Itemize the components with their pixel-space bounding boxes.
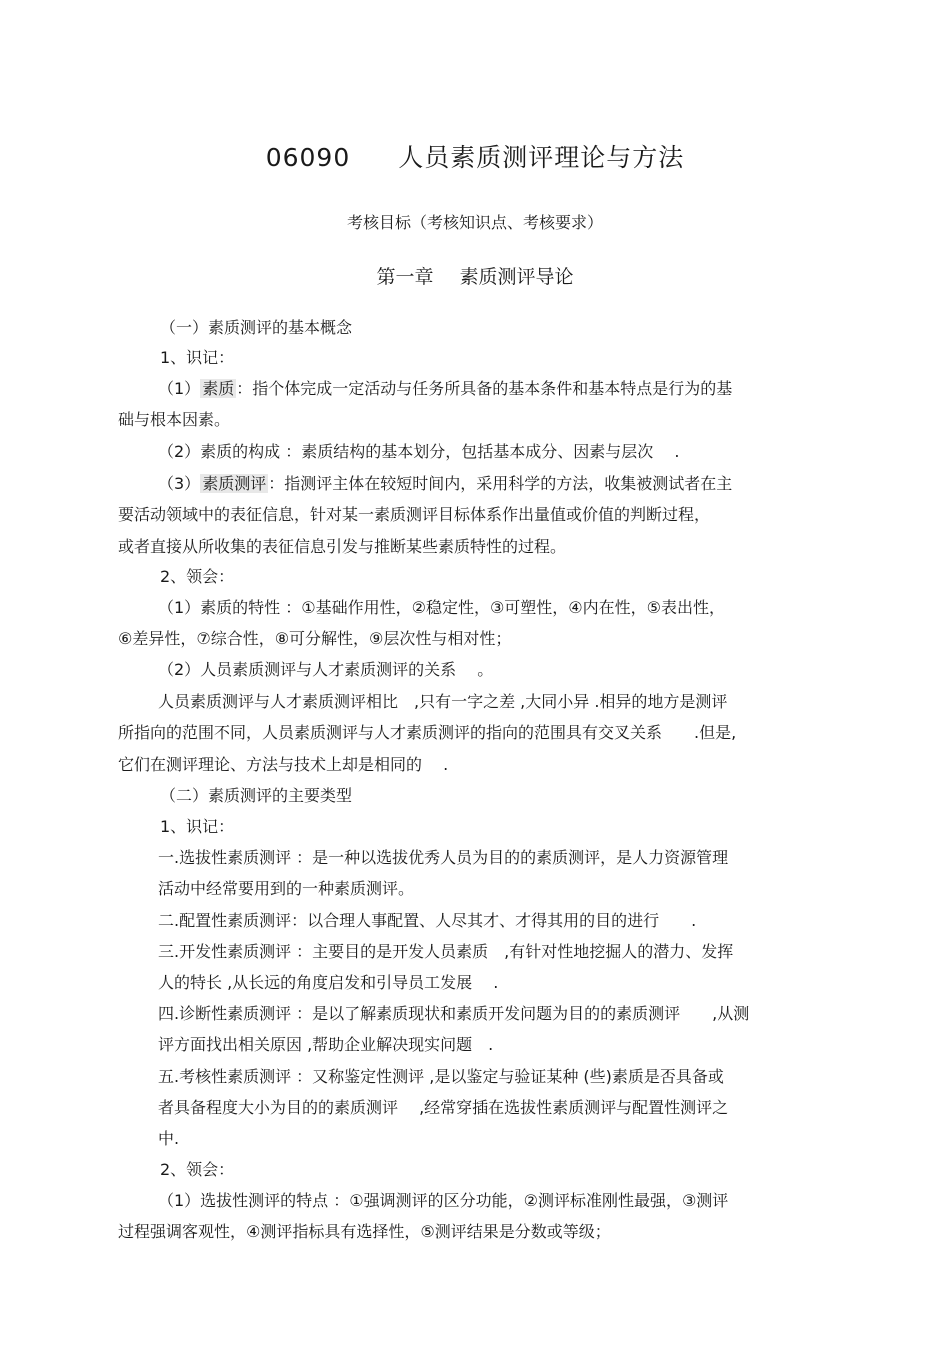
paragraph-line: ⑥差异性，⑦综合性，⑧可分解性，⑨层次性与相对性； <box>118 629 512 648</box>
item-text: ：指个体完成一定活动与任务所具备的基本条件和基本特点是行为的基 <box>236 379 733 398</box>
paragraph-line: 评方面找出相关原因 ,帮助企业解决现实问题 . <box>158 1035 494 1054</box>
document-subtitle: 考核目标（考核知识点、考核要求） <box>346 213 603 232</box>
paragraph-line: 四.诊断性素质测评 ：是以了解素质现状和素质开发问题为目的的素质测评 ,从测 <box>158 1004 750 1023</box>
paragraph-line: 者具备程度大小为目的的素质测评 ,经常穿插在选拔性素质测评与配置性测评之 <box>158 1098 729 1117</box>
paragraph-line: 三.开发性素质测评 ：主要目的是开发人员素质 ,有针对性地挖掘人的潜力、发挥 <box>158 942 734 961</box>
chapter-number: 第一章 <box>376 266 434 288</box>
paragraph-line <box>158 379 732 399</box>
item-number: （1） <box>158 379 201 398</box>
highlighted-term: 素质测评 <box>202 474 267 493</box>
paragraph-line: 中. <box>158 1129 180 1148</box>
paragraph-line: 人的特长 ,从长远的角度启发和引导员工发展 . <box>158 973 499 992</box>
subsection-label: 1、识记： <box>160 348 235 367</box>
paragraph-line: 活动中经常要用到的一种素质测评。 <box>158 879 415 898</box>
section-heading: （二）素质测评的主要类型 <box>160 786 353 805</box>
course-code: 06090 <box>265 143 351 172</box>
subsection-label: 2、领会： <box>160 1160 235 1179</box>
paragraph-line: （2）素质的构成 ：素质结构的基本划分，包括基本成分、因素与层次 . <box>158 442 680 461</box>
document-title <box>0 138 950 174</box>
paragraph-line: 或者直接从所收集的表征信息引发与推断某些素质特性的过程。 <box>118 537 567 556</box>
paragraph-line: （1）选拔性测评的特点 ：①强调测评的区分功能，②测评标准刚性最强，③测评 <box>158 1191 729 1210</box>
paragraph-line: 它们在测评理论、方法与技术上却是相同的 . <box>118 755 449 774</box>
paragraph-line: 二.配置性素质测评：以合理人事配置、人尽其才、才得其用的目的进行 . <box>158 911 697 930</box>
subsection-label: 2、领会： <box>160 567 235 586</box>
paragraph-line: 所指向的范围不同，人员素质测评与人才素质测评的指向的范围具有交叉关系 .但是, <box>118 723 737 742</box>
paragraph-line: 础与根本因素。 <box>118 410 231 429</box>
subsection-label: 1、识记： <box>160 817 235 836</box>
paragraph-line: （2）人员素质测评与人才素质测评的关系 。 <box>158 660 494 679</box>
paragraph-line: 过程强调客观性，④测评指标具有选择性，⑤测评结果是分数或等级； <box>118 1222 611 1241</box>
paragraph-line: 一.选拔性素质测评 ：是一种以选拔优秀人员为目的的素质测评，是人力资源管理 <box>158 848 729 867</box>
highlighted-term: 素质 <box>202 379 235 398</box>
chapter-title: 素质测评导论 <box>459 266 574 288</box>
paragraph-line <box>158 474 732 494</box>
paragraph-line: （1）素质的特性 ：①基础作用性，②稳定性，③可塑性，④内在性，⑤表出性， <box>158 598 725 617</box>
item-number: （3） <box>158 474 201 493</box>
paragraph-line: 要活动领域中的表征信息，针对某一素质测评目标体系作出量值或价值的判断过程， <box>118 505 711 524</box>
item-text: ：指测评主体在较短时间内，采用科学的方法，收集被测试者在主 <box>268 474 733 493</box>
section-heading: （一）素质测评的基本概念 <box>160 318 353 337</box>
chapter-heading <box>0 262 950 289</box>
paragraph-line: 五.考核性素质测评 ：又称鉴定性测评 ,是以鉴定与验证某种 (些)素质是否具备或 <box>158 1067 724 1086</box>
course-title: 人员素质测评理论与方法 <box>398 143 685 172</box>
paragraph-line: 人员素质测评与人才素质测评相比 ,只有一字之差 ,大同小异 .相异的地方是测评 <box>158 692 728 711</box>
